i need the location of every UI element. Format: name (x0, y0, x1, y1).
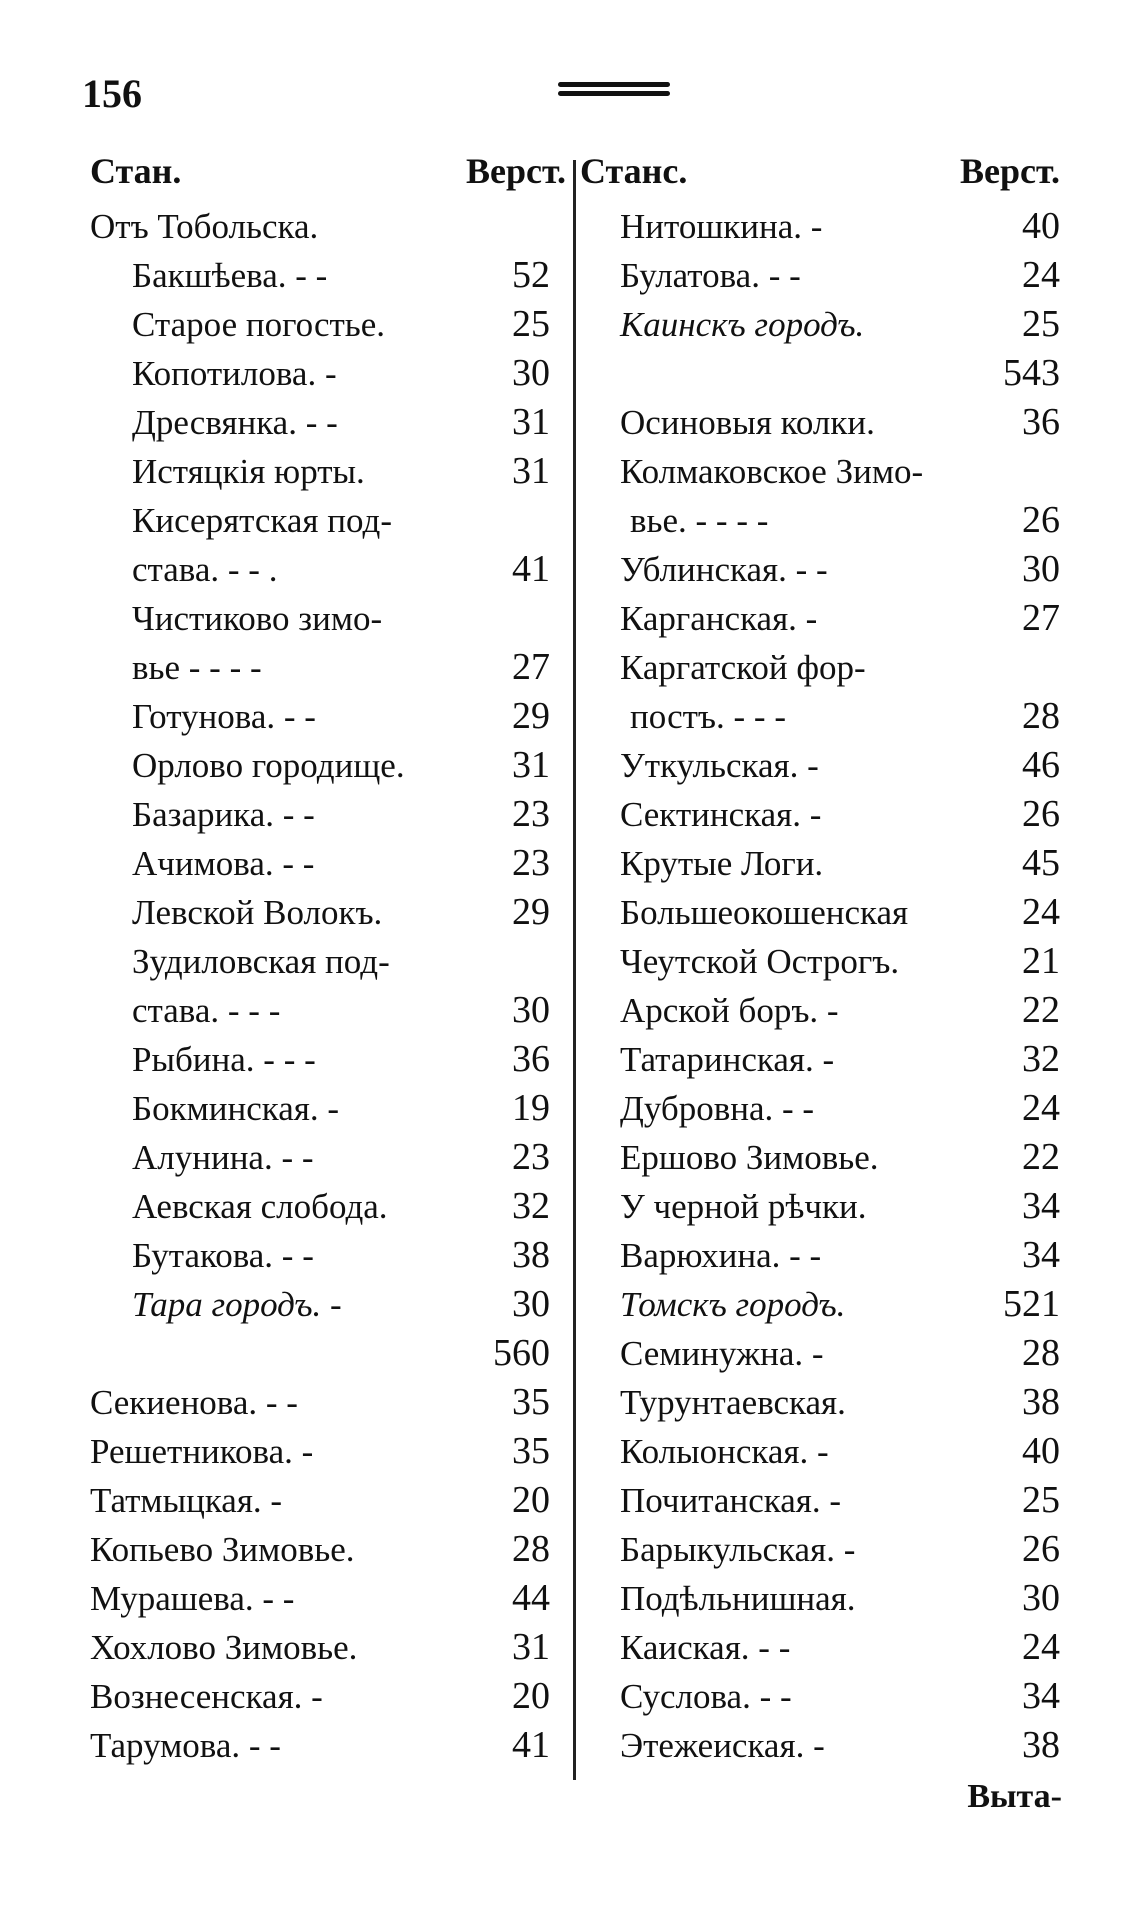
station-name: Дубровна. - - (620, 1089, 815, 1128)
station-row (600, 1133, 1060, 1182)
versts-value: 24 (1022, 891, 1060, 933)
versts-value: 46 (1022, 744, 1060, 786)
station-name: Ершово Зимовье. (620, 1138, 879, 1177)
versts-value: 32 (1022, 1038, 1060, 1080)
station-name: Чистиково зимо- (132, 599, 383, 638)
station-row (90, 398, 550, 447)
versts-value: 25 (512, 303, 550, 345)
station-name: Подѣльнишная. (620, 1579, 856, 1618)
station-name: Алунина. - - (132, 1138, 314, 1177)
versts-header: Верст. (960, 151, 1060, 191)
station-row (600, 496, 1060, 545)
station-name: Осиновыя колки. (620, 403, 875, 442)
versts-value: 30 (512, 989, 550, 1031)
station-row (600, 1476, 1060, 1525)
column-divider (573, 160, 576, 1780)
station-name: Бакшѣева. - - (132, 256, 328, 295)
station-name: Готунова. - - (132, 697, 316, 736)
versts-value: 24 (1022, 1087, 1060, 1129)
station-row (600, 741, 1060, 790)
station-row (600, 447, 1060, 496)
station-name: Семинужна. - (620, 1334, 824, 1373)
station-row (600, 398, 1060, 447)
station-name: Нитошкина. - (620, 207, 823, 246)
station-name: Истяцкія юрты. (132, 452, 365, 491)
versts-value: 521 (1003, 1283, 1060, 1325)
station-row (600, 1672, 1060, 1721)
station-name: Каиская. - - (620, 1628, 791, 1667)
left-station-list (90, 202, 550, 1770)
station-row (90, 986, 550, 1035)
station-name: Орлово городище. (132, 746, 405, 785)
station-name: вье - - - - (132, 648, 262, 687)
station-row (600, 643, 1060, 692)
versts-value: 23 (512, 842, 550, 884)
station-row (90, 1231, 550, 1280)
versts-value: 24 (1022, 1626, 1060, 1668)
right-station-list (600, 202, 1060, 1770)
station-name: Арской боръ. - (620, 991, 839, 1030)
versts-value: 27 (1022, 597, 1060, 639)
station-name: Рыбина. - - - (132, 1040, 316, 1079)
versts-value: 41 (512, 548, 550, 590)
station-name: Карганская. - (620, 599, 818, 638)
versts-value: 35 (512, 1381, 550, 1423)
catchword: Выта- (967, 1778, 1062, 1815)
station-row (90, 1476, 550, 1525)
station-row (600, 1231, 1060, 1280)
versts-value: 29 (512, 695, 550, 737)
versts-value: 25 (1022, 303, 1060, 345)
subtotal-row (600, 349, 1060, 398)
versts-value: 26 (1022, 793, 1060, 835)
station-row (600, 1525, 1060, 1574)
station-row (90, 1525, 550, 1574)
station-name: Хохлово Зимовье. (90, 1628, 358, 1667)
station-row (90, 349, 550, 398)
station-name: Старое погостье. (132, 305, 386, 344)
station-name: Отъ Тобольска. (90, 207, 319, 246)
station-row (600, 1623, 1060, 1672)
station-row (600, 1084, 1060, 1133)
station-row (90, 202, 550, 251)
versts-value: 34 (1022, 1185, 1060, 1227)
versts-header: Верст. (466, 151, 566, 191)
station-header: Станс. (580, 151, 688, 191)
page-number: 156 (82, 71, 142, 116)
versts-value: 27 (512, 646, 550, 688)
station-row (90, 741, 550, 790)
station-name: Копьево Зимовье. (90, 1530, 355, 1569)
station-row (600, 545, 1060, 594)
versts-value: 20 (512, 1675, 550, 1717)
station-row (90, 1721, 550, 1770)
station-row (90, 692, 550, 741)
station-name: вье. - - - - (630, 501, 769, 540)
station-row (90, 1672, 550, 1721)
station-name: Турунтаевская. (620, 1383, 846, 1422)
station-row (90, 790, 550, 839)
station-row (600, 1427, 1060, 1476)
versts-value: 40 (1022, 205, 1060, 247)
station-row (600, 839, 1060, 888)
station-row (600, 1574, 1060, 1623)
versts-value: 30 (512, 1283, 550, 1325)
station-row (90, 643, 550, 692)
station-name: става. - - . (132, 550, 278, 589)
station-row (90, 1623, 550, 1672)
versts-value: 34 (1022, 1675, 1060, 1717)
station-row (600, 1378, 1060, 1427)
station-name: Каинскъ городъ. (620, 305, 865, 344)
versts-value: 30 (1022, 1577, 1060, 1619)
station-name: Мурашева. - - (90, 1579, 295, 1618)
versts-value: 38 (512, 1234, 550, 1276)
station-name: Суслова. - - (620, 1677, 792, 1716)
station-row (600, 202, 1060, 251)
versts-value: 25 (1022, 1479, 1060, 1521)
subtotal-row (90, 1329, 550, 1378)
station-row (90, 1378, 550, 1427)
station-name: Барыкульская. - (620, 1530, 856, 1569)
versts-value: 31 (512, 744, 550, 786)
versts-value: 30 (512, 352, 550, 394)
station-row (600, 1280, 1060, 1329)
station-name: Чеутской Острогъ. (620, 942, 900, 981)
station-name: Крутые Логи. (620, 844, 824, 883)
station-name: Зудиловская под- (132, 942, 390, 981)
versts-value: 19 (512, 1087, 550, 1129)
station-name: Дресвянка. - - (132, 403, 338, 442)
station-name: Почитанская. - (620, 1481, 841, 1520)
station-row (90, 300, 550, 349)
versts-value: 36 (1022, 401, 1060, 443)
station-row (600, 1035, 1060, 1084)
versts-value: 31 (512, 450, 550, 492)
station-name: Томскъ городъ. (620, 1285, 846, 1324)
station-name: Варюхина. - - (620, 1236, 822, 1275)
station-name: Тара городъ. - (132, 1285, 342, 1324)
station-name: Тарумова. - - (90, 1726, 281, 1765)
versts-value: 45 (1022, 842, 1060, 884)
station-name: Секиенова. - - (90, 1383, 298, 1422)
station-row (600, 251, 1060, 300)
versts-value: 52 (512, 254, 550, 296)
versts-value: 28 (1022, 1332, 1060, 1374)
versts-value: 40 (1022, 1430, 1060, 1472)
right-column-header (580, 150, 1060, 200)
station-name: постъ. - - - (630, 697, 786, 736)
versts-value: 32 (512, 1185, 550, 1227)
versts-value: 28 (1022, 695, 1060, 737)
station-name: Копотилова. - (132, 354, 337, 393)
station-row (90, 839, 550, 888)
subtotal-versts: 560 (493, 1332, 550, 1374)
station-name: Левской Волокъ. (132, 893, 383, 932)
subtotal-versts: 543 (1003, 352, 1060, 394)
station-name: Татмыцкая. - (90, 1481, 283, 1520)
station-name: Бутакова. - - (132, 1236, 314, 1275)
station-row (90, 1084, 550, 1133)
station-row (90, 937, 550, 986)
station-name: Сектинская. - (620, 795, 822, 834)
station-row (90, 1182, 550, 1231)
versts-value: 31 (512, 1626, 550, 1668)
station-name: Аевская слобода. (132, 1187, 388, 1226)
station-name: У черной рѣчки. (620, 1187, 867, 1226)
station-row (90, 496, 550, 545)
station-row (90, 1427, 550, 1476)
left-column (90, 0, 566, 1922)
versts-value: 20 (512, 1479, 550, 1521)
station-row (90, 1280, 550, 1329)
station-row (90, 1574, 550, 1623)
station-header: Стан. (90, 151, 182, 191)
station-name: Каргатской фор- (620, 648, 866, 687)
station-row (600, 300, 1060, 349)
station-row (90, 594, 550, 643)
versts-value: 34 (1022, 1234, 1060, 1276)
station-row (90, 1035, 550, 1084)
station-row (600, 888, 1060, 937)
station-row (600, 1721, 1060, 1770)
versts-value: 30 (1022, 548, 1060, 590)
versts-value: 44 (512, 1577, 550, 1619)
station-row (90, 888, 550, 937)
versts-value: 26 (1022, 1528, 1060, 1570)
station-name: Кисерятская под- (132, 501, 392, 540)
station-row (90, 251, 550, 300)
station-row (600, 1329, 1060, 1378)
station-row (90, 447, 550, 496)
station-name: Бокминская. - (132, 1089, 340, 1128)
versts-value: 22 (1022, 989, 1060, 1031)
station-row (90, 1133, 550, 1182)
station-name: Ублинская. - - (620, 550, 828, 589)
versts-value: 31 (512, 401, 550, 443)
station-name: Татаринская. - (620, 1040, 835, 1079)
left-column-header (90, 150, 566, 200)
station-name: Булатова. - - (620, 256, 801, 295)
station-name: става. - - - (132, 991, 281, 1030)
versts-value: 29 (512, 891, 550, 933)
versts-value: 26 (1022, 499, 1060, 541)
versts-value: 22 (1022, 1136, 1060, 1178)
station-name: Колыонская. - (620, 1432, 829, 1471)
versts-value: 24 (1022, 254, 1060, 296)
station-name: Этежеиская. - (620, 1726, 825, 1765)
station-row (90, 545, 550, 594)
station-row (600, 594, 1060, 643)
versts-value: 41 (512, 1724, 550, 1766)
versts-value: 38 (1022, 1381, 1060, 1423)
versts-value: 21 (1022, 940, 1060, 982)
versts-value: 23 (512, 1136, 550, 1178)
versts-value: 28 (512, 1528, 550, 1570)
station-row (600, 986, 1060, 1035)
versts-value: 23 (512, 793, 550, 835)
station-name: Колмаковское Зимо- (620, 452, 924, 491)
station-row (600, 937, 1060, 986)
right-column (580, 0, 1060, 1922)
versts-value: 36 (512, 1038, 550, 1080)
station-name: Уткульская. - (620, 746, 819, 785)
station-name: Базарика. - - (132, 795, 315, 834)
station-row (600, 692, 1060, 741)
station-row (600, 1182, 1060, 1231)
versts-value: 38 (1022, 1724, 1060, 1766)
station-name: Большеокошенская (620, 893, 909, 932)
station-row (600, 790, 1060, 839)
station-name: Ачимова. - - (132, 844, 315, 883)
station-name: Вознесенская. - (90, 1677, 323, 1716)
versts-value: 35 (512, 1430, 550, 1472)
station-name: Решетникова. - (90, 1432, 314, 1471)
